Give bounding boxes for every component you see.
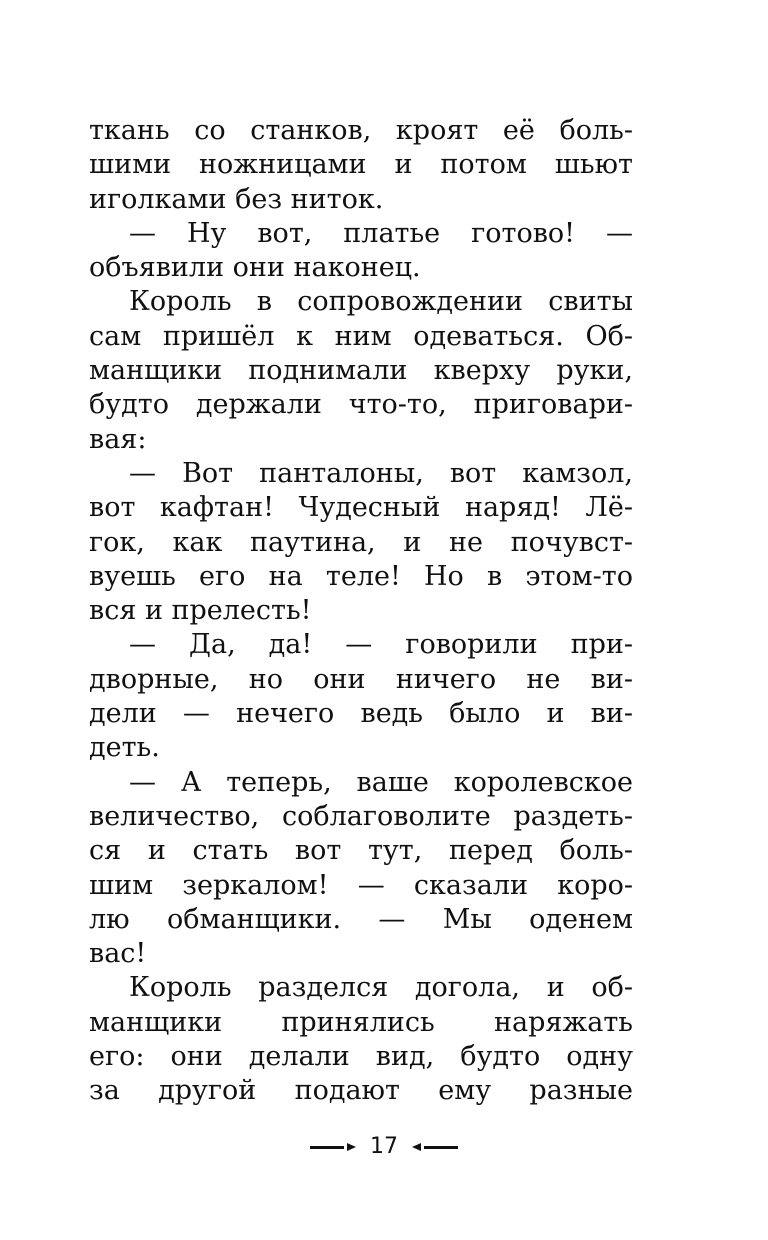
text-line: вая: xyxy=(89,423,147,455)
text-line: вот кафтан! Чудесный наряд! Лё- xyxy=(89,492,633,524)
text-line: его: они делали вид, будто одну xyxy=(89,1041,633,1073)
text-line: гок, как паутина, и не почувст- xyxy=(89,526,633,558)
text-line: Король в сопровождении свиты xyxy=(129,286,633,318)
text-line: величество, соблаговолите раздеть- xyxy=(89,800,633,832)
text-line: вас! xyxy=(89,938,147,970)
text-line: ся и стать вот тут, перед боль- xyxy=(89,835,633,867)
text-line: шим зеркалом! — сказали коро- xyxy=(89,869,633,901)
text-line: дворные, но они ничего не ви- xyxy=(89,663,633,695)
text-line: вся и прелесть! xyxy=(89,595,312,627)
text-line: лю обманщики. — Мы оденем xyxy=(89,903,633,935)
page-number: 17 xyxy=(370,1134,398,1159)
text-line: — А теперь, ваше королевское xyxy=(129,766,633,798)
footer-rule-left xyxy=(310,1146,344,1149)
text-line: — Ну вот, платье готово! — xyxy=(129,217,633,249)
text-line: — Да, да! — говорили при- xyxy=(129,629,633,661)
text-line: ткань со станков, кроят её боль- xyxy=(89,115,633,146)
text-line: деть. xyxy=(89,732,160,764)
footer-rule-right xyxy=(424,1146,458,1149)
body-text xyxy=(89,114,633,1109)
text-line: будто держали что-то, приговари- xyxy=(89,389,633,421)
text-line: шими ножницами и потом шьют xyxy=(89,149,633,181)
text-line: за другой подают ему разные xyxy=(89,1075,633,1107)
text-line: манщики принялись наряжать xyxy=(89,1006,633,1038)
page-footer xyxy=(0,1132,768,1162)
text-line: дели — нечего ведь было и ви- xyxy=(89,698,633,730)
text-line: Король разделся догола, и об- xyxy=(129,972,633,1004)
text-line: — Вот панталоны, вот камзол, xyxy=(129,457,633,489)
text-line: вуешь его на теле! Но в этом-то xyxy=(89,560,633,592)
text-line: объявили они наконец. xyxy=(89,252,421,284)
text-line: манщики поднимали кверху руки, xyxy=(89,355,633,387)
text-line: сам пришёл к ним одеваться. Об- xyxy=(89,320,633,352)
arrow-right-icon xyxy=(347,1143,356,1151)
arrow-left-icon xyxy=(412,1143,421,1151)
text-line: иголками без ниток. xyxy=(89,183,384,215)
